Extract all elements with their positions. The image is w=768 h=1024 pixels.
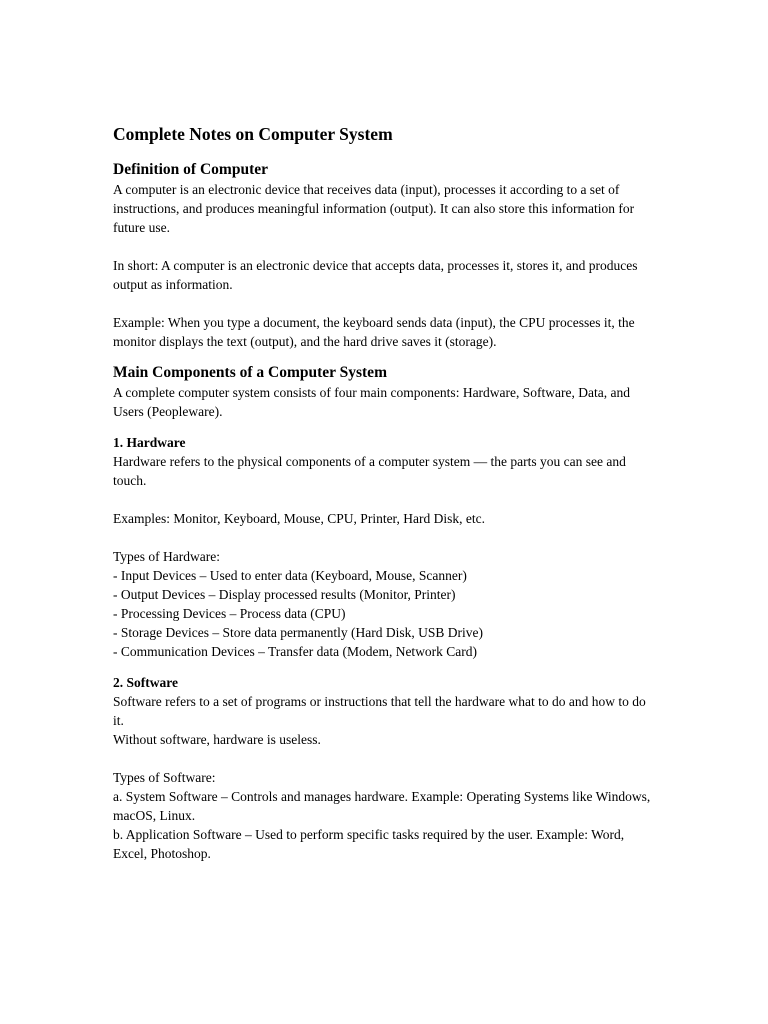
definition-paragraph-1: A computer is an electronic device that receives data (input), processes it according to a set of instructions, and produces meaningful information (output). It can also store this information for future use.: [113, 182, 635, 235]
hardware-heading: 1. Hardware: [113, 435, 186, 450]
software-paragraph-2: Without software, hardware is useless.: [113, 732, 321, 747]
list-item: b. Application Software – Used to perform specific tasks required by the user. Example: Word, Excel, Photoshop.: [113, 827, 625, 861]
hardware-types-label: Types of Hardware:: [113, 549, 221, 564]
list-item: - Input Devices – Used to enter data (Keyboard, Mouse, Scanner): [113, 568, 467, 583]
list-item: - Processing Devices – Process data (CPU): [113, 606, 346, 621]
components-paragraph: A complete computer system consists of four main components: Hardware, Software, Data, and Users (Peopleware).: [113, 385, 630, 419]
hardware-examples: Examples: Monitor, Keyboard, Mouse, CPU, Printer, Hard Disk, etc.: [113, 511, 485, 526]
hardware-types-list: [113, 566, 658, 661]
hardware-paragraph: Hardware refers to the physical components of a computer system — the parts you can see and touch.: [113, 454, 626, 488]
document-title: Complete Notes on Computer System: [113, 124, 393, 144]
software-paragraph-1: Software refers to a set of programs or instructions that tell the hardware what to do and how to do it.: [113, 694, 646, 728]
list-item: a. System Software – Controls and manages hardware. Example: Operating Systems like Windows, macOS, Linux.: [113, 789, 651, 823]
list-item: - Communication Devices – Transfer data (Modem, Network Card): [113, 644, 478, 659]
software-types-label: Types of Software:: [113, 770, 216, 785]
software-types-list: [113, 787, 658, 863]
list-item: - Output Devices – Display processed results (Monitor, Printer): [113, 587, 456, 602]
software-heading: 2. Software: [113, 675, 178, 690]
document-page: [113, 122, 658, 863]
list-item: - Storage Devices – Store data permanently (Hard Disk, USB Drive): [113, 625, 484, 640]
definition-heading: Definition of Computer: [113, 161, 268, 178]
definition-paragraph-3: Example: When you type a document, the keyboard sends data (input), the CPU processes it, the monitor displays the text (output), and the hard drive saves it (storage).: [113, 315, 635, 349]
definition-paragraph-2: In short: A computer is an electronic device that accepts data, processes it, stores it, and produces output as information.: [113, 258, 638, 292]
components-heading: Main Components of a Computer System: [113, 364, 387, 381]
